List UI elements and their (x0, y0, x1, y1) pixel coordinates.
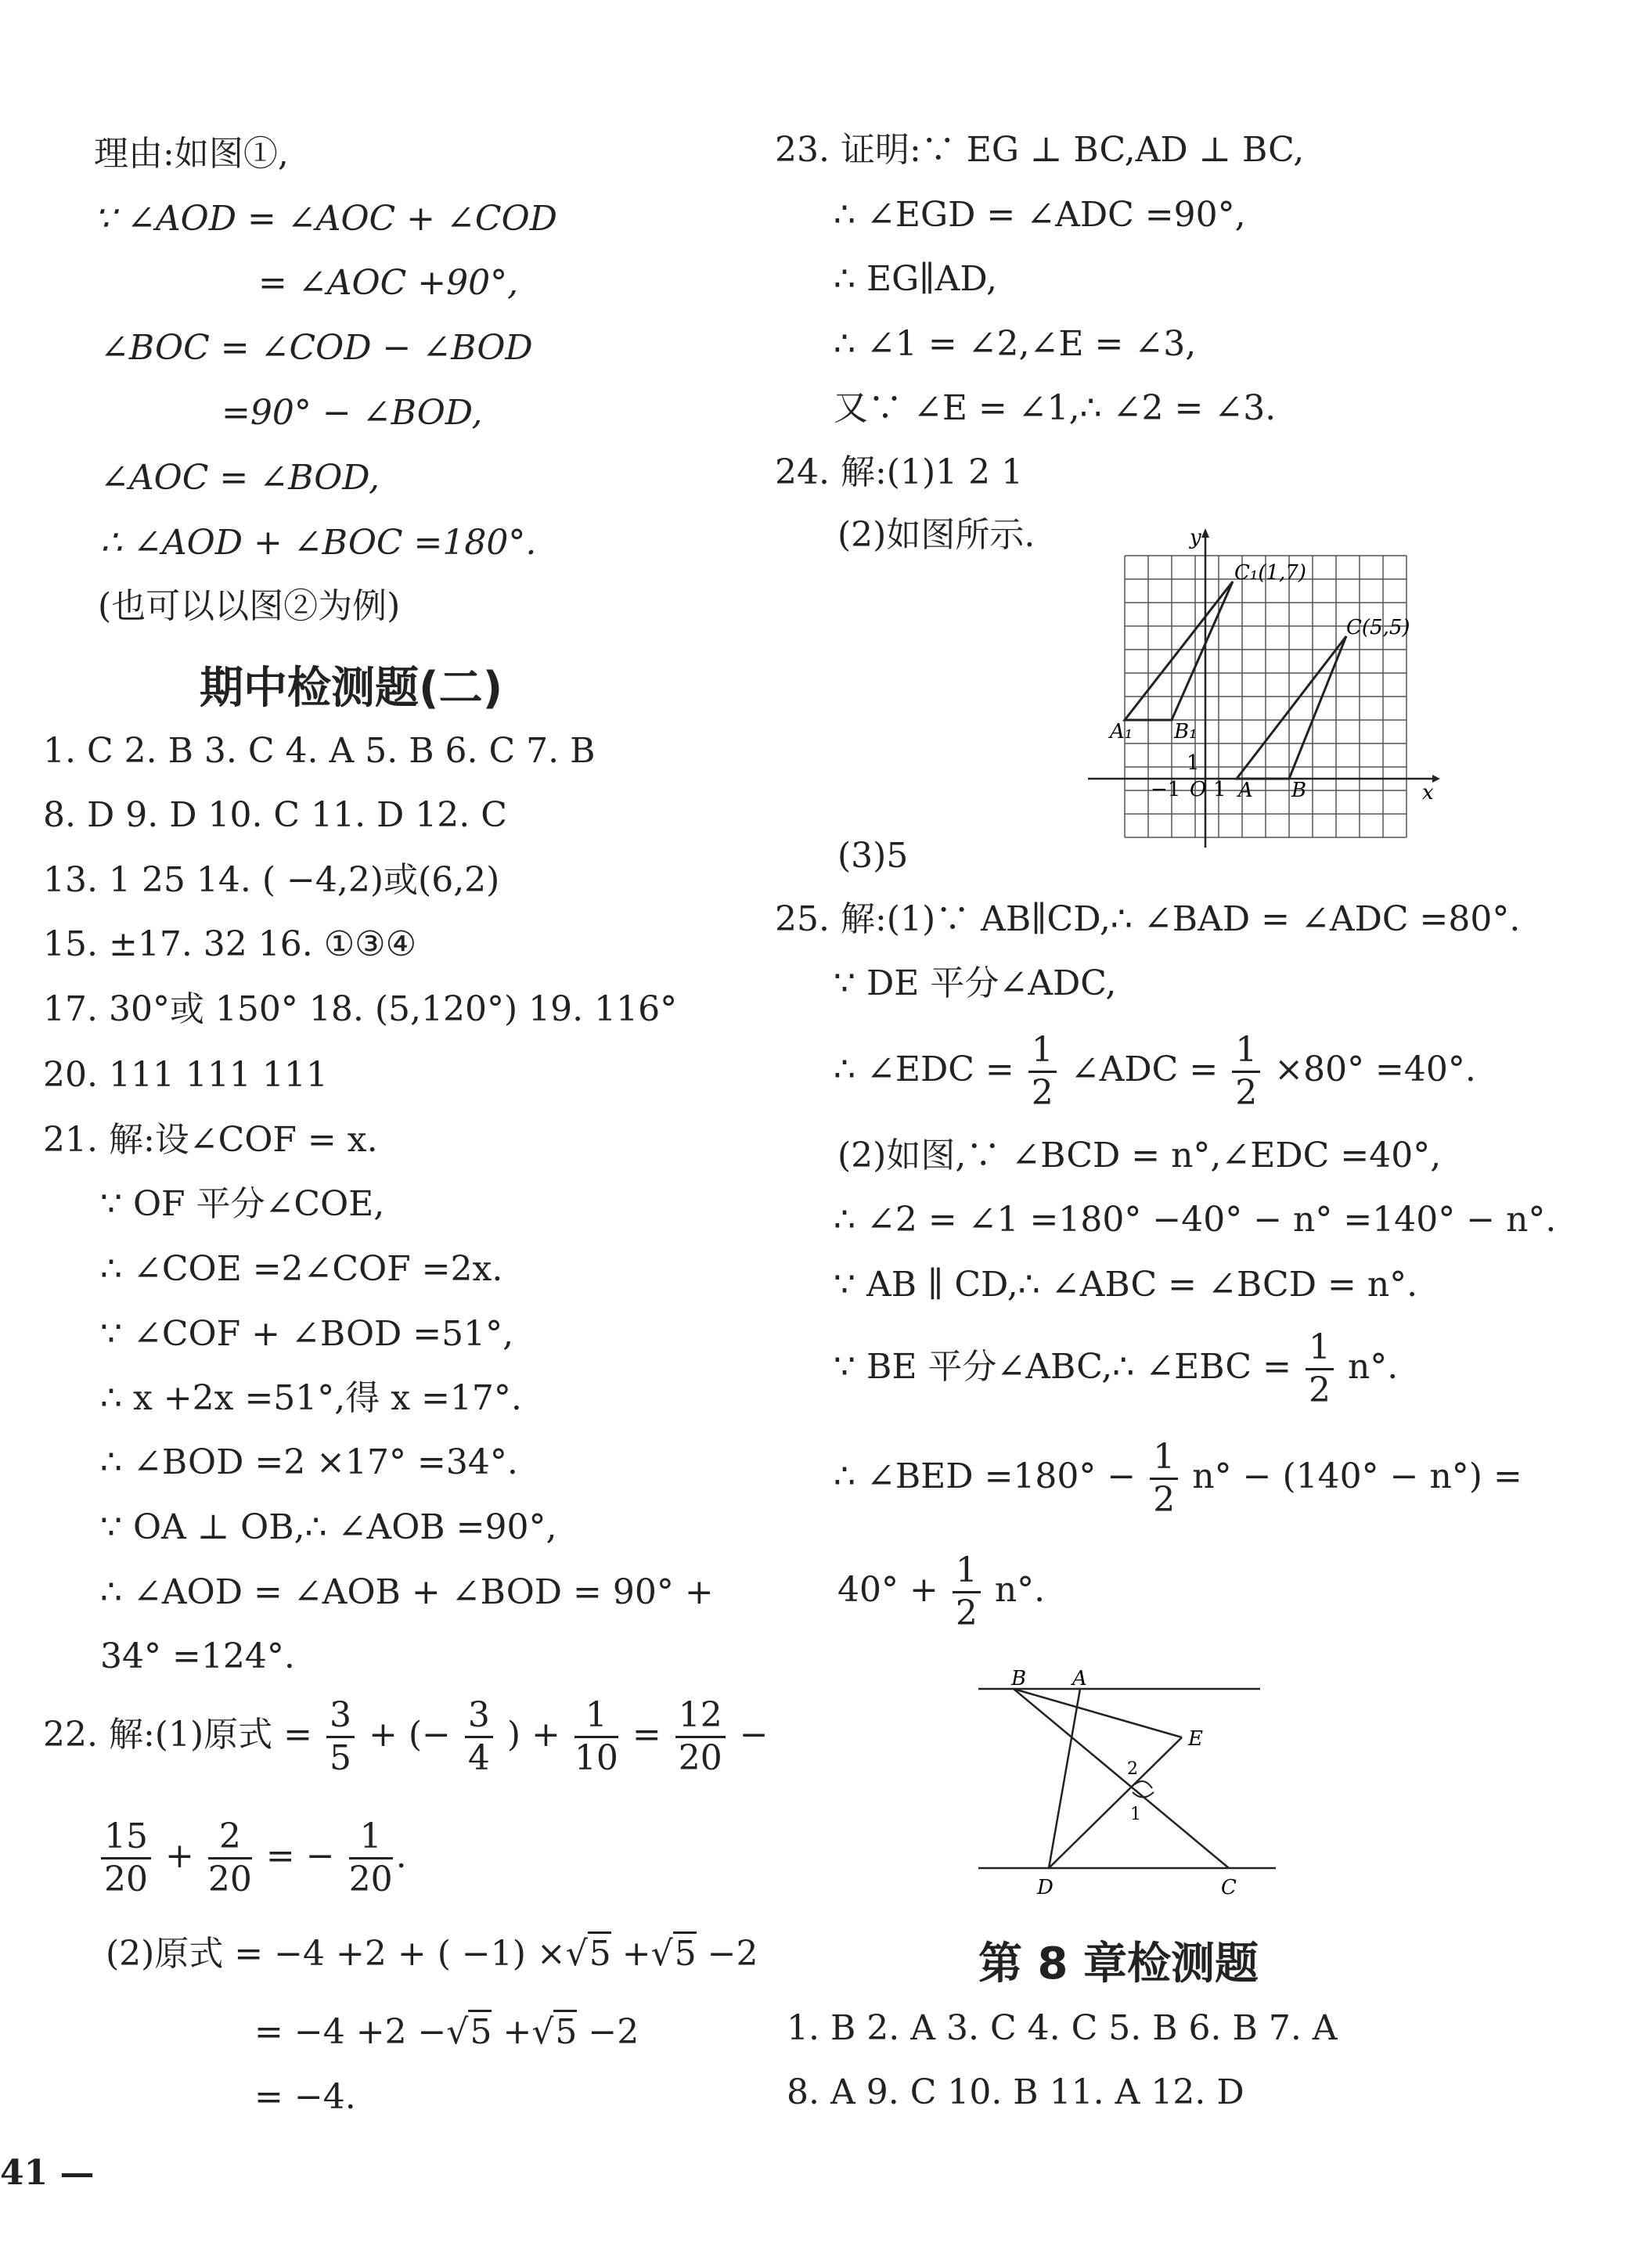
text-line: ∴ ∠1 = ∠2,∠E = ∠3, (834, 324, 1197, 364)
text-line: = ∠AOC +90°, (258, 263, 519, 303)
fraction: $\frac{3}{5}$ (326, 1698, 355, 1776)
fraction: $\frac{1}{10}$ (574, 1695, 618, 1778)
text-line: ∴ ∠EGD = ∠ADC =90°, (834, 195, 1246, 235)
answer-line: 17. 30°或 150° 18. (5,120°) 19. 116° (43, 989, 678, 1029)
equation-text: = −4 +2 − (254, 2012, 447, 2052)
svg-text:−1: −1 (1151, 778, 1181, 801)
text-line: ∵ DE 平分∠ADC, (834, 963, 1117, 1003)
equation-line: = −4 +2 −√5 +√5 −2 (254, 2015, 639, 2050)
svg-text:y: y (1190, 526, 1201, 549)
fraction: $\frac{1}{2}$ (1232, 1033, 1260, 1111)
text-line: ∴ ∠AOD = ∠AOB + ∠BOD = 90° + (100, 1572, 714, 1612)
operator: + (− (368, 1715, 451, 1755)
text-line: 21. 解:设∠COF = x. (43, 1120, 378, 1160)
equation-line: ∴ ∠EDC = $\frac{1}{2}$ ∠ADC = $\frac{1}{2}$ ×80° =40°. (834, 1030, 1476, 1113)
answer-line: 8. A 9. C 10. B 11. A 12. D (787, 2072, 1244, 2112)
text-line: 又∵ ∠E = ∠1,∴ ∠2 = ∠3. (834, 388, 1277, 428)
answer-line: 15. ±17. 32 16. ①③④ (43, 924, 417, 964)
section-heading: 第 8 章检测题 (978, 1939, 1259, 1989)
fraction: $\frac{15}{20}$ (101, 1820, 151, 1897)
text-line: ∠BOC = ∠COD − ∠BOD (100, 328, 533, 368)
equation-text: 22. 解:(1)原式 = (43, 1715, 312, 1755)
svg-text:C₁(1,7): C₁(1,7) (1234, 561, 1306, 585)
fraction: $\frac{1}{2}$ (1306, 1330, 1334, 1408)
svg-text:2: 2 (1127, 1759, 1138, 1779)
text-line: ∴ ∠AOD + ∠BOC =180°. (100, 523, 537, 563)
text-line: =90° − ∠BOD, (222, 393, 483, 433)
text-line: ∵ OF 平分∠COE, (100, 1184, 385, 1224)
text-line: ∴ ∠BOD =2 ×17° =34°. (100, 1442, 518, 1482)
text-line: (2)如图所示. (837, 515, 1036, 555)
svg-text:1: 1 (1130, 1805, 1141, 1824)
text-line: ∵ AB ∥ CD,∴ ∠ABC = ∠BCD = n°. (834, 1265, 1418, 1305)
fraction: $\frac{1}{20}$ (348, 1816, 393, 1899)
svg-text:B: B (1291, 779, 1307, 802)
operator: = − (265, 1836, 335, 1876)
svg-text:C(5,5): C(5,5) (1346, 616, 1410, 639)
text-line: ∵ ∠COF + ∠BOD =51°, (100, 1314, 514, 1354)
operator: ) + (506, 1715, 560, 1755)
text-line: (也可以以图②为例) (98, 586, 401, 626)
answer-line: 13. 1 25 14. ( −4,2)或(6,2) (43, 860, 500, 900)
operator: + (165, 1836, 194, 1876)
equation-text: (2)原式 = −4 +2 + ( −1) × (106, 1934, 566, 1974)
text-line: (3)5 (837, 836, 909, 876)
svg-text:A: A (1072, 1667, 1087, 1690)
text-line: 理由:如图①, (94, 134, 289, 174)
text-line: (2)如图,∵ ∠BCD = n°,∠EDC =40°, (837, 1136, 1442, 1175)
text-line: 23. 证明:∵ EG ⊥ BC,AD ⊥ BC, (775, 130, 1305, 170)
section-heading: 期中检测题(二) (200, 663, 503, 714)
answer-line: 20. 111 111 111 (43, 1055, 328, 1095)
triangle-abc (1237, 636, 1346, 779)
fraction: $\frac{1}{2}$ (1150, 1440, 1178, 1517)
equation-line (43, 1695, 769, 1778)
equation-line: ∴ ∠BED =180° − $\frac{1}{2}$ n° − (140° − n°) = (834, 1437, 1522, 1520)
fraction: $\frac{12}{20}$ (675, 1698, 726, 1776)
parallel-lines-figure (971, 1663, 1284, 1906)
text-line: ∴ ∠COE =2∠COF =2x. (100, 1249, 503, 1289)
operator: = (632, 1715, 661, 1755)
text-line: ∴ EG∥AD, (834, 259, 998, 299)
text-line: ∠AOC = ∠BOD, (100, 458, 380, 498)
svg-text:B₁: B₁ (1174, 720, 1198, 743)
svg-text:O: O (1190, 778, 1207, 801)
answer-line: 1. B 2. A 3. C 4. C 5. B 6. B 7. A (787, 2008, 1338, 2048)
fraction: $\frac{1}{2}$ (953, 1553, 981, 1631)
text-line: ∴ ∠2 = ∠1 =180° −40° − n° =140° − n°. (834, 1200, 1557, 1240)
svg-text:1: 1 (1187, 751, 1200, 775)
equation-line: (2)原式 = −4 +2 + ( −1) ×√5 +√5 −2 (106, 1937, 758, 1971)
text-line: 25. 解:(1)∵ AB∥CD,∴ ∠BAD = ∠ADC =80°. (775, 899, 1521, 939)
svg-text:A₁: A₁ (1110, 720, 1133, 743)
svg-text:A: A (1238, 779, 1253, 802)
page-number: 41 — (0, 2153, 95, 2193)
svg-text:D: D (1037, 1876, 1054, 1899)
answer-line: 8. D 9. D 10. C 11. D 12. C (43, 795, 507, 835)
svg-text:1: 1 (1213, 778, 1226, 801)
svg-text:B: B (1011, 1667, 1027, 1690)
svg-text:x: x (1422, 781, 1434, 805)
equation-line: $\frac{15}{20}$ + $\frac{2}{20}$ = − $\frac{1}{20}$ . (98, 1820, 407, 1897)
equation-line: ∵ BE 平分∠ABC,∴ ∠EBC = $\frac{1}{2}$ n°. (834, 1327, 1399, 1410)
text-line: ∵ OA ⊥ OB,∴ ∠AOB =90°, (100, 1507, 557, 1547)
text-line: ∵ ∠AOD = ∠AOC + ∠COD (94, 199, 557, 239)
coordinate-grid-figure (1080, 520, 1440, 849)
answer-line: 1. C 2. B 3. C 4. A 5. B 6. C 7. B (43, 731, 596, 771)
fraction: $\frac{2}{20}$ (207, 1816, 252, 1899)
fraction: $\frac{1}{2}$ (1028, 1033, 1057, 1111)
text-line: 24. 解:(1)1 2 1 (775, 452, 1024, 492)
svg-text:C: C (1221, 1876, 1237, 1899)
equation-line: = −4. (254, 2077, 356, 2117)
svg-text:E: E (1188, 1727, 1203, 1751)
text-line: 34° =124°. (100, 1636, 295, 1676)
text-line: ∴ x +2x =51°,得 x =17°. (100, 1378, 522, 1418)
operator: − (739, 1715, 769, 1755)
fraction: $\frac{3}{4}$ (465, 1698, 493, 1776)
equation-line: 40° + $\frac{1}{2}$ n°. (837, 1550, 1046, 1633)
